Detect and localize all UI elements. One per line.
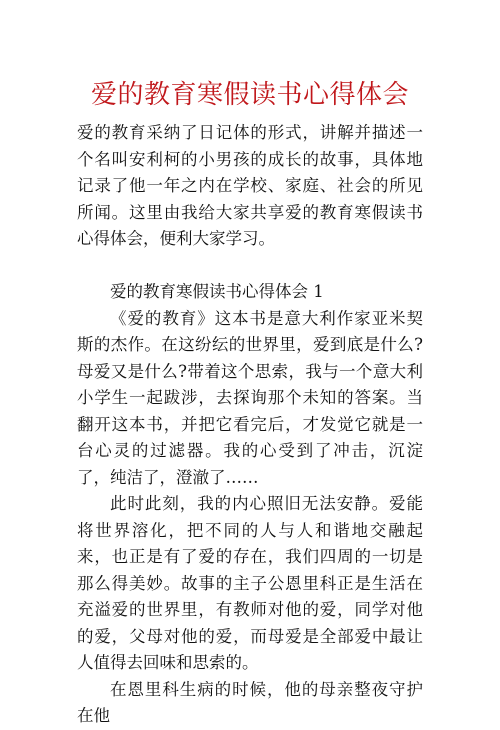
body-paragraph-2: 此时此刻，我的内心照旧无法安静。爱能将世界溶化，把不同的人与人和谐地交融起来，也正是有了爱的存在，我们四周的一切是那么得美妙。故事的主子公恩里科正是生活在充溢爱的世界里，有教师对他的爱，同学对他的爱，父母对他的爱，而母爱是全部爱中最让人值得去回味和思索的。 — [77, 494, 423, 672]
intro-paragraph: 爱的教育采纳了日记体的形式，讲解并描述一个名叫安利柯的小男孩的成长的故事，具体地记录了他一年之内在学校、家庭、社会的所见所闻。这里由我给大家共享爱的教育寒假读书心得体会，便利大家学习。 — [77, 123, 423, 248]
section-heading: 爱的教育寒假读书心得体会 1 — [110, 282, 324, 301]
body-paragraph-1: 《爱的教育》这本书是意大利作家亚米契斯的杰作。在这纷纭的世界里，爱到底是什么?母爱又是什么?带着这个思索，我与一个意大利小学生一起跋涉，去探询那个未知的答案。当翻开这本书，并把它看完后，才发觉它就是一台心灵的过滤器。我的心受到了冲击，沉淀了，纯洁了，澄澈了…… — [77, 308, 423, 487]
document-title: 爱的教育寒假读书心得体会 — [90, 80, 409, 110]
body-paragraph-3: 在恩里科生病的时候，他的母亲整夜守护在他 — [77, 679, 423, 725]
document-body — [77, 120, 423, 730]
